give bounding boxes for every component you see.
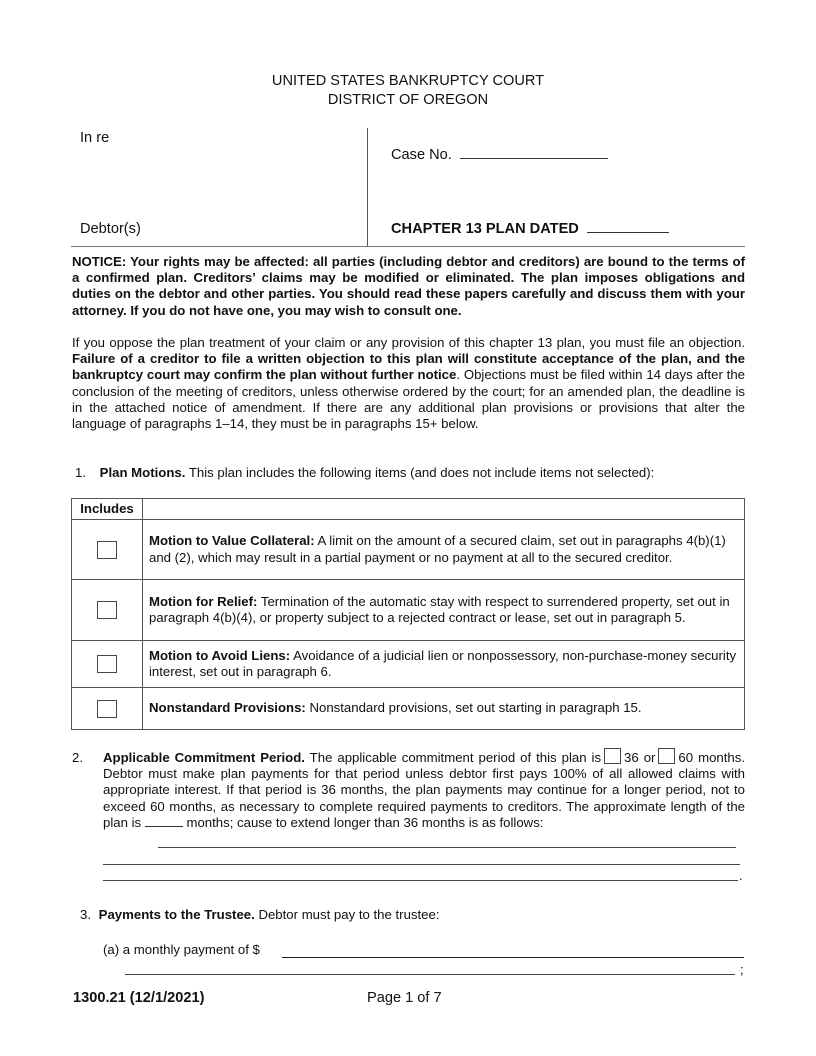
section-1-text: This plan includes the following items (and does not include items not selected):	[185, 465, 655, 480]
item-a-label: (a)	[103, 942, 120, 957]
objection-paragraph: If you oppose the plan treatment of your claim or any provision of this chapter 13 plan, you must file an objection. Failure of a creditor to file a written objection to this plan will constitute acceptance of the plan, and the bankruptcy court may confirm the plan without further notice. Objections must be filed within 14 days after the conclusion of the meeting of creditors, unless otherwise ordered by the court; for an amended plan, the deadline is in the attached notice of amendment. If there are any additional plan provisions or provisions that alter the language of paragraphs 1–14, they must be in paragraphs 15+ below.	[72, 335, 745, 432]
nonstandard-provisions-checkbox[interactable]	[97, 700, 117, 718]
section-1-number: 1.	[75, 465, 86, 480]
caption-bottom-rule	[71, 246, 745, 247]
plan-date-input[interactable]	[587, 232, 669, 233]
period-60-checkbox[interactable]	[658, 748, 675, 764]
monthly-payment-input[interactable]	[282, 957, 744, 958]
section-3-title: Payments to the Trustee.	[98, 907, 255, 922]
section-2-paragraph: Applicable Commitment Period. The applicable commitment period of this plan is 36 or 60 months. Debtor must make plan payments for that period unless debtor first pays 100% of all allowed claims with appropriate interest. If that period is 36 months, the plan payments may continue for a longer period, not to exceed 60 months, as necessary to complete required payments to creditors. The approximate length of the plan is months; cause to extend longer than 36 months is as follows:	[103, 750, 745, 830]
includes-header: Includes	[72, 499, 143, 520]
motion-text: Nonstandard provisions, set out starting in paragraph 15.	[305, 700, 642, 716]
objection-warning: Failure of a creditor to file a written objection to this plan will constitute acceptance of the plan, and the bankruptcy court may confirm the plan without further notice	[72, 351, 745, 383]
court-name: UNITED STATES BANKRUPTCY COURT	[271, 73, 545, 89]
case-number-field[interactable]	[391, 147, 608, 163]
table-row	[72, 520, 745, 580]
plan-title	[391, 221, 669, 237]
table-row	[72, 580, 745, 641]
section-3-number: 3.	[80, 907, 91, 922]
section-1-heading	[75, 465, 654, 480]
motion-title: Motion to Avoid Liens:	[149, 647, 291, 663]
court-district: DISTRICT OF OREGON	[327, 92, 489, 108]
plan-length-input[interactable]	[145, 826, 183, 827]
section-2-title: Applicable Commitment Period.	[103, 750, 305, 765]
in-re-label: In re	[80, 130, 110, 146]
motion-text: Termination of the automatic stay with respect to surrendered property, set out in paragraph 4(b)(4), or property subject to a rejected contract or lease, set out in paragraph 5.	[149, 593, 730, 625]
plan-title-label: CHAPTER 13 PLAN DATED	[391, 221, 579, 237]
description-header	[143, 499, 745, 520]
monthly-payment-line-2[interactable]	[125, 974, 735, 975]
motion-title: Nonstandard Provisions:	[149, 700, 306, 716]
motion-text: A limit on the amount of a secured claim, set out in paragraphs 4(b)(1) and (2), which may result in a partial payment or no payment at all to the secured creditor.	[149, 533, 726, 565]
table-row	[72, 641, 745, 688]
case-number-label: Case No.	[391, 147, 452, 163]
item-a-text: a monthly payment of $	[122, 942, 260, 957]
notice-paragraph: NOTICE: Your rights may be affected: all parties (including debtor and creditors) are bound to the terms of a confirmed plan. Creditors’ claims may be modified or eliminated. The plan imposes obligations and duties on the debtor and other parties. You should read these papers carefully and discuss them with your attorney. If you do not have one, you may wish to consult one.	[72, 254, 745, 318]
motion-relief-checkbox[interactable]	[97, 601, 117, 619]
motion-avoid-liens-checkbox[interactable]	[97, 655, 117, 673]
form-id: 1300.21 (12/1/2021)	[73, 990, 205, 1006]
section-3-text: Debtor must pay to the trustee:	[254, 907, 440, 922]
plan-motions-table	[71, 498, 745, 730]
item-a-end: ;	[740, 962, 744, 977]
cause-period: .	[739, 868, 743, 883]
motion-value-collateral-checkbox[interactable]	[97, 541, 117, 559]
motion-text: Avoidance of a judicial lien or nonpossessory, non-purchase-money security interest, set out in paragraph 6.	[149, 647, 737, 679]
caption-divider	[367, 128, 368, 247]
motion-title: Motion for Relief:	[149, 593, 258, 609]
motion-title: Motion to Value Collateral:	[149, 533, 315, 549]
table-row	[72, 688, 745, 730]
page-number: Page 1 of 7	[367, 990, 442, 1006]
table-header-row	[72, 499, 745, 520]
debtors-label: Debtor(s)	[80, 221, 141, 237]
period-36-checkbox[interactable]	[604, 748, 621, 764]
cause-line-1[interactable]	[158, 847, 736, 848]
section-3-heading	[80, 907, 440, 922]
section-1-title: Plan Motions.	[99, 465, 186, 480]
section-3a	[103, 942, 260, 957]
section-2-number: 2.	[72, 750, 83, 765]
cause-line-3[interactable]	[103, 880, 738, 881]
case-number-input[interactable]	[460, 158, 608, 159]
cause-line-2[interactable]	[103, 864, 740, 865]
